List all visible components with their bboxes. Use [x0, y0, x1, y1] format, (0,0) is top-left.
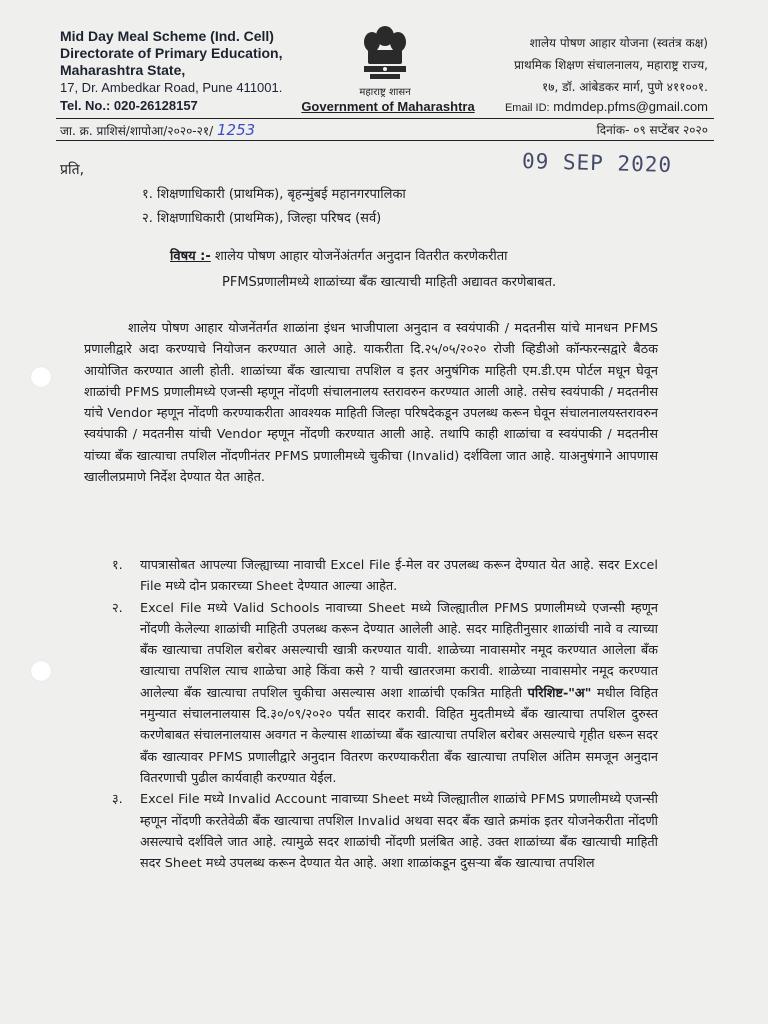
date-stamp: 09 SEP 2020 — [521, 149, 673, 177]
telephone: Tel. No.: 020-26128157 — [60, 98, 198, 113]
emblem-caption: महाराष्ट्र शासन — [359, 87, 411, 98]
email-label: Email ID: — [504, 102, 550, 114]
government-name: Government of Maharashtra — [301, 99, 475, 114]
subject-text-1: शालेय पोषण आहार योजनेंअंतर्गत अनुदान वितरीत करणेकरीता — [214, 249, 508, 264]
email-line — [505, 99, 708, 114]
state-name: Maharashtra State, — [60, 62, 186, 78]
recipient-1: १. शिक्षणाधिकारी (प्राथमिक), बृहन्मुंबई महानगरपालिका — [142, 187, 406, 202]
reference-handwritten: 1253 — [217, 121, 256, 139]
item-text: यापत्रासोबत आपल्या जिल्ह्याच्या नावाची Excel File ई-मेल वर उपलब्ध करून देण्यात येत आहे. सदर Excel File मध्ये दोन प्रकारच्या Sheet देण्यात आल्या आहेत. — [140, 558, 658, 595]
recipient-2: २. शिक्षणाधिकारी (प्राथमिक), जिल्हा परिषद (सर्व) — [142, 211, 382, 226]
reference-rule — [56, 140, 714, 141]
punch-hole — [30, 366, 52, 388]
directorate-name: Directorate of Primary Education, — [60, 45, 283, 61]
item-number: २. — [112, 600, 123, 616]
list-item — [112, 789, 658, 874]
instruction-list — [112, 555, 658, 874]
body-paragraph — [84, 318, 658, 488]
subject-line — [170, 246, 508, 264]
item-number: १. — [112, 558, 123, 573]
office-address: 17, Dr. Ambedkar Road, Pune 411001. — [60, 80, 283, 95]
annexure-a-reference: परिशिष्ट-"अ" — [527, 685, 592, 701]
reference-number — [60, 121, 255, 139]
reference-printed: जा. क्र. प्राशिसं/शापोआ/२०२०-२१/ — [60, 124, 214, 138]
letter-date: दिनांक- ०९ सप्टेंबर २०२० — [596, 123, 708, 137]
intro-paragraph: शालेय पोषण आहार योजनेंतर्गत शाळांना इंधन भाजीपाला अनुदान व स्वयंपाकी / मदतनीस यांचे मानधन PFMS प्रणालीद्वारे अदा करण्याचे नियोजन करण्यात आले आहे. याकरीता दि.२५/०५/२०२० रोजी व्हिडीओ कॉन्फरन्सद्वारे बैठक आयोजित करण्यात आली होती. शाळांच्या बँक खात्याचा तपशिल व इतर अनुषंगिक माहिती एम.डी.एम पोर्टल मधून घेवून शाळांची PFMS प्रणालीमध्ये एजन्सी म्हणून नोंदणी संचालनालय स्तरावरुन करण्यात आली आहे. तसेच स्वयंपाकी / मदतनीस यांचे Vendor म्हणून नोंदणी करण्याकरीता आवश्यक माहिती जिल्हा परिषदेकडून उपलब्ध करून घेवून संचालनालयस्तरावरुन स्वयंपाकी / मदतनीस यांची Vendor म्हणून नोंदणी करण्यात आली आहे. तथापि काही शाळांचा व स्वयंपाकी / मदतनीस यांच्या बँक खात्याचा तपशिल नोंदणीनंतर PFMS प्रणालीमध्ये चुकीचा (Invalid) दर्शविला जात आहे. याअनुषंगाने आपणास खालीलप्रमाणे निर्देश देण्यात येत आहेत. — [84, 321, 658, 486]
list-item — [112, 598, 658, 790]
address-marathi: १७, डॉ. आंबेडकर मार्ग, पुणे ४११००१. — [542, 80, 708, 94]
subject-text-2: PFMSप्रणालीमध्ये शाळांच्या बँक खात्याची माहिती अद्यावत करणेबाबत. — [222, 275, 557, 290]
salutation: प्रति, — [60, 162, 85, 178]
item-number: ३. — [112, 792, 123, 808]
header-right — [408, 32, 708, 98]
office-name: Mid Day Meal Scheme (Ind. Cell) — [60, 28, 274, 44]
item-text: मधील विहित नमुन्यात संचालनालयास दि.३०/०९/२०२० पर्यंत सादर करावी. विहित मुदतीमध्ये बँक खात्याचा तपशिल दुरुस्त करणेबाबत संचालनालयास अवगत न केल्यास शाळांच्या बँक खात्याचा तपशिल बरोबर असल्याचे गृहीत धरून सदर बँक खात्यावर PFMS प्रणालीद्वारे अनुदान वितरण करण्याकरीता बँक खात्याचा तपशिल अंतिम समजून अनुदान वितरणाची पुढील कार्यवाही करण्यात येईल. — [140, 685, 658, 786]
header-left — [60, 28, 300, 115]
email-address: mdmdep.pfms@gmail.com — [553, 99, 708, 114]
header-rule — [56, 118, 714, 119]
item-text: Excel File मध्ये Valid Schools नावाच्या Sheet मध्ये जिल्ह्यातील PFMS प्रणालीमध्ये एजन्सी म्हणून नोंदणी केलेल्या शाळांची माहिती उपलब्ध करून देण्यात आलेली आहे. सदर माहितीनुसार शाळांची नावे व त्याच्या बँक खात्याचा तपशिल बरोबर असल्याची खात्री करण्यात यावी. शाळेच्या नावासमोर नमूद करण्यात आलेला बँक खात्याचा तपशिल त्याच शाळेचा आहे किंवा कसे ? याची खातरजमा करावी. शाळेच्या नावासमोर नमूद करण्यात आलेल्या बँक खात्याचा तपशिल चुकीचा असल्यास अशा शाळांची एकत्रित माहिती — [140, 600, 658, 701]
list-item — [112, 555, 658, 598]
item-text: Excel File मध्ये Invalid Account नावाच्या Sheet मध्ये जिल्ह्यातील शाळांचे PFMS प्रणालीमध्ये एजन्सी म्हणून नोंदणी करतेवेळी बँक खात्याचा तपशिल Invalid अथवा सदर बँक खाते क्रमांक इतर योजनेकरीता नोंदणी असल्याचे दर्शविले जात आहे. त्यामुळे सदर शाळांची नोंदणी प्रलंबित आहे. उक्त शाळांच्या बँक खात्याची माहिती सदर Sheet मध्ये उपलब्ध करून देण्यात येत आहे. अशा शाळांकडून दुसऱ्या बँक खात्याचा तपशिल — [140, 792, 658, 872]
office-name-marathi: शालेय पोषण आहार योजना (स्वतंत्र कक्ष) — [529, 36, 708, 50]
directorate-name-marathi: प्राथमिक शिक्षण संचालनालय, महाराष्ट्र राज्य, — [514, 58, 708, 72]
punch-hole — [30, 660, 52, 682]
subject-label: विषय :- — [170, 249, 211, 264]
